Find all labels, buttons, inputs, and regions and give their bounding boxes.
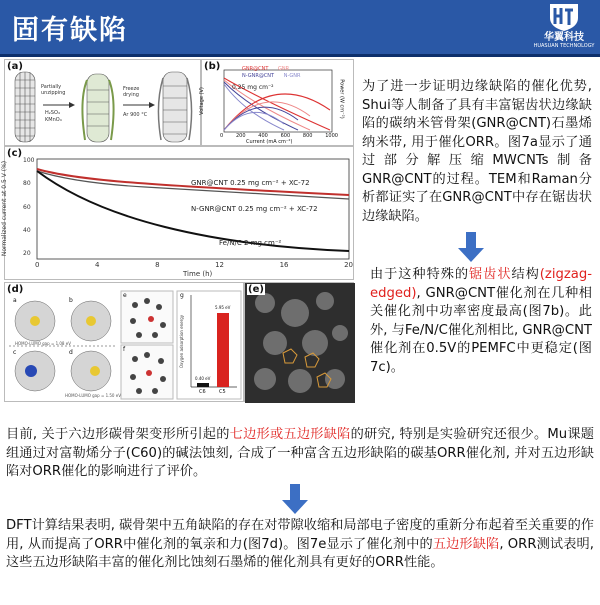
p4-highlight-pentagon: 五边形缺陷: [432, 536, 500, 552]
header-separator: [0, 54, 600, 57]
b-x-tick: 1000: [325, 133, 338, 139]
step2-label: Freeze drying: [123, 86, 140, 98]
c-x-ticks: [35, 261, 353, 269]
b-loading-label: 0.25 mg cm⁻²: [232, 84, 274, 91]
b-x-tick: 200: [235, 133, 246, 139]
shield-logo-icon: [547, 2, 581, 32]
c-series-label-3: Fe/N/C 2 mg cm⁻²: [219, 239, 282, 247]
b-series-gnr-cnt-power: [224, 94, 330, 130]
paragraph-4: [6, 517, 594, 573]
b-x-tick: 800: [302, 133, 313, 139]
b-y-axis-label: Voltage (V): [198, 87, 205, 115]
tem-image-illustration: [245, 283, 355, 403]
figure-a: [4, 59, 201, 146]
b-legend-item-3: N-GNR@CNT: [242, 73, 275, 79]
figure-d: [4, 282, 244, 402]
b-series-ngnr-power: [224, 112, 284, 130]
c-x-tick: 20: [344, 261, 353, 269]
figure-e: [244, 282, 354, 402]
c-series-label-2: N-GNR@CNT 0.25 mg cm⁻² + XC-72: [191, 205, 318, 213]
header-banner: [0, 0, 600, 54]
c-x-axis-label: Time (h): [183, 270, 213, 278]
d-bar-value-c6: 0.40 eV: [195, 376, 211, 381]
company-logo: [529, 2, 599, 52]
b-x-tick: 600: [280, 133, 291, 139]
paragraph-3: [6, 426, 594, 482]
p3-text-end: 的研究, 特别是实验研究还很少。Mu课题组通过对富勒烯分子(C60)的碱法蚀刻, 合成了一种富含五边形缺陷的碳基ORR催化剂, 并对五边形缺陷对ORR催化的影响进行了评价。: [6, 427, 594, 479]
d-sub-b: b: [69, 297, 73, 304]
p2-highlight-zigzag-en: (zigzag-edged): [370, 267, 593, 301]
d-bar-c5: [217, 313, 229, 387]
p2-text-start: 由于这种特殊的: [370, 267, 470, 282]
figure-c: [1, 146, 354, 280]
figure-b-label: (b): [204, 61, 221, 72]
step1-reagent-2: KMnO₄: [45, 117, 62, 123]
b-x-tick: 400: [258, 133, 268, 139]
page-title: 固有缺陷: [12, 15, 128, 46]
p3-text-start: 目前, 关于六边形碳骨架变形所引起的: [6, 427, 230, 442]
b-legend-item-4: N-GNR: [283, 73, 301, 79]
logo-english-name: HUASUAN TECHNOLOGY: [533, 43, 595, 49]
c-x-tick: 12: [215, 261, 225, 269]
c-x-tick: 16: [279, 261, 289, 269]
p3-highlight-defects: 七边形或五边形缺陷: [229, 427, 351, 442]
d-sub-g: g: [180, 292, 184, 299]
p4-text-start: DFT计算结果表明, 碳骨架中五角缺陷的存在对带隙收缩和局部电子密度的重新分布起着至关重要的作用, 从而提高了ORR中催化剂的氧亲和力(图7d)。图7e显示了催化剂中的: [6, 518, 594, 552]
p2-text-mid: 结构: [511, 267, 540, 282]
c-y-tick: 100: [23, 157, 35, 164]
down-arrow-icon: [458, 232, 484, 262]
d-y-axis-label: Oxygen adsorption energy: [179, 314, 185, 369]
step1-label: Partially unzipping: [41, 84, 66, 96]
d-sub-e: e: [123, 292, 127, 299]
c-y-axis-label: Normalized current at 0.5 V (%): [1, 160, 9, 257]
p4-text-end: , ORR测试表明, 这些五边形缺陷丰富的催化剂比蚀刻石墨烯的催化剂具有更好的ORR性能。: [6, 536, 594, 570]
d-sub-a: a: [13, 297, 17, 304]
c-y-ticks: [23, 157, 34, 257]
c-y-tick: 40: [23, 226, 31, 234]
figure-b: [198, 59, 354, 146]
paragraph-1: 为了进一步证明边缘缺陷的催化优势, Shui等人制备了具有丰富锯齿状边缘缺陷的碳纳米管骨架(GNR@CNT)石墨烯纳米带, 用于催化ORR。图7a显示了通过部分解压缩MWCNTs制备GNR@CNT的过程。TEM和Raman分析都证实了在GNR@CNT中存在锯齿状边缘缺陷。: [362, 79, 592, 224]
p2-highlight-zigzag: 锯齿状: [469, 267, 512, 282]
b-legend-item-1: GNR@CNT: [242, 66, 269, 72]
cnt-unzipping-illustration: [5, 60, 202, 147]
d-bar-value-c5: 5.95 eV: [215, 305, 231, 310]
c-x-tick: 0: [35, 261, 40, 269]
step1-reagent-1: H₂SO₄: [45, 110, 60, 116]
d-homo-gap-2: HOMO-LUMO gap = 1.50 eV: [65, 393, 121, 398]
step2-condition: Ar 900 °C: [123, 112, 148, 118]
b-legend: [242, 66, 342, 80]
d-bar-c6: [197, 383, 209, 387]
d-bar-label-c6: C6: [199, 389, 206, 395]
c-x-tick: 8: [155, 261, 160, 269]
c-y-tick: 60: [23, 203, 31, 211]
c-series-label-1: GNR@CNT 0.25 mg cm⁻² + XC-72: [191, 179, 310, 187]
b-legend-item-2: GNR: [277, 66, 290, 72]
d-sub-d: d: [69, 349, 73, 356]
figure-a-label: (a): [7, 61, 23, 72]
b-x-tick: 0: [220, 133, 224, 139]
d-bar-label-c5: C5: [219, 389, 226, 395]
down-arrow-icon: [282, 484, 308, 514]
b-x-axis-label: Current (mA cm⁻²): [246, 139, 293, 145]
d-homo-gap-1: HOMO-LUMO gap = 1.08 eV: [15, 341, 71, 346]
logo-chinese-name: 华翼科技: [544, 32, 584, 43]
p2-text-end: , GNR@CNT催化剂在几种相关催化剂中功率密度最高(图7b)。此外, 与Fe/N/C催化剂相比, GNR@CNT催化剂在0.5V的PEMFC中更稳定(图7c)。: [370, 285, 592, 375]
d-sub-c: c: [13, 349, 17, 356]
b-y2-axis-label: Power (W cm⁻²): [338, 79, 345, 119]
c-y-tick: 80: [23, 180, 31, 188]
figure-c-label: (c): [7, 148, 23, 159]
paragraph-2: [370, 266, 592, 377]
d-sub-f: f: [123, 346, 126, 353]
figure-d-label: (d): [7, 284, 24, 295]
c-y-tick: 20: [23, 250, 31, 257]
c-x-tick: 4: [95, 261, 100, 269]
figure-e-label: (e): [248, 284, 264, 295]
